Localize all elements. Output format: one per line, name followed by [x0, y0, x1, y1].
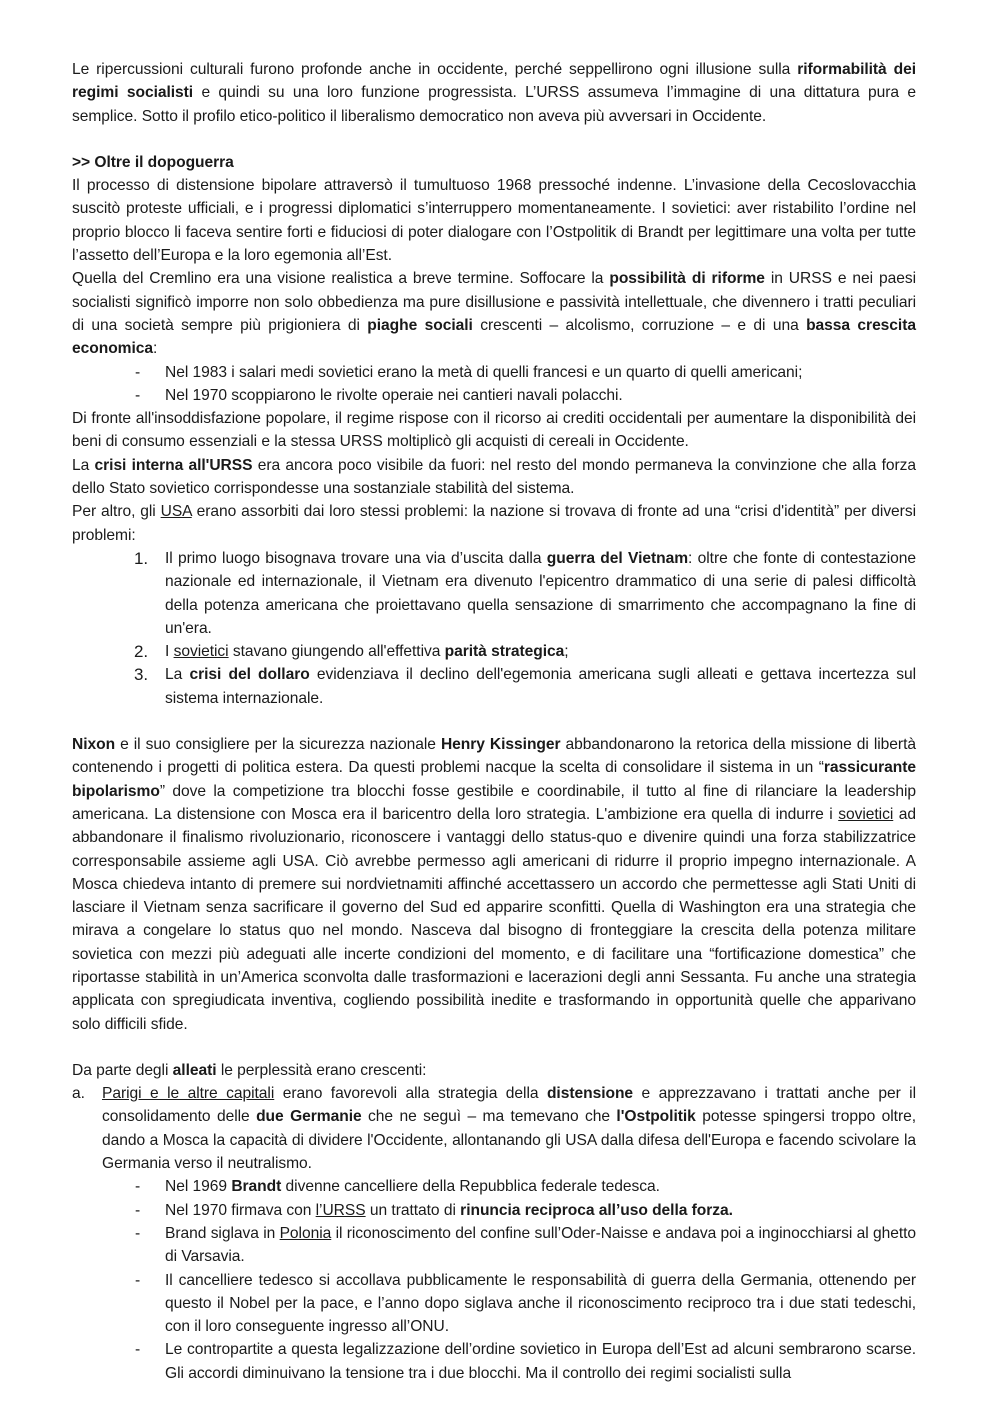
list-item: 3. La crisi del dollaro evidenziava il declino dell'egemonia americana sugli alleati e gettava incertezza sul sistema internazionale.: [134, 665, 917, 707]
list-item: - Nel 1970 scoppiarono le rivolte operaie nei cantieri navali polacchi.: [72, 384, 916, 407]
spacer: [72, 710, 916, 733]
spacer: [72, 128, 916, 151]
paragraph-cremlino: Quella del Cremlino era una visione realistica a breve termine. Soffocare la possibilità di riforme in URSS e nei paesi socialisti significò imporre non solo obbedienza ma pure disillusione e passività intellettuale, che divennero i tratti peculiari di una società sempre più prigioniera di piaghe sociali crescenti – alcolismo, corruzione – e di una bassa crescita economica:: [72, 270, 917, 358]
paragraph-alleati: Da parte degli alleati le perplessità erano crescenti:: [72, 1061, 427, 1079]
paragraph-distensione: Il processo di distensione bipolare attraversò il tumultuoso 1968 pressoché indenne. L’invasione della Cecoslovacchia suscitò proteste ufficiali, e i progressi diplomatici s’interruppero momentaneamente. I sovietici: aver ristabilito l’ordine nel proprio blocco li faceva sentire forti e fiduciosi di poter dialogare con l’Ostpolitik di Brandt per legittimare una volta per tutte l’assetto dell’Europa e la loro egemonia all’Est.: [72, 177, 916, 265]
list-item: - Le contropartite a questa legalizzazione dell’ordine sovietico in Europa dell’Est ad alcuni sembrarono scarse. Gli accordi diminuivano la tensione tra i due blocchi. Ma il controllo dei regimi socialisti sulla: [102, 1338, 916, 1385]
list-item: - Nel 1970 firmava con l’URSS un trattato di rinuncia reciproca all’uso della forza.: [102, 1199, 916, 1222]
paragraph-intro: Le ripercussioni culturali furono profonde anche in occidente, perché seppellirono ogni illusione sulla riformabilità dei regimi socialisti e quindi su una loro funzione progressista. L’URSS assumeva l’immagine di una dittatura pura e semplice. Sotto il profilo etico-politico il liberalismo democratico non aveva più avversari in Occidente.: [72, 61, 916, 125]
alpha-list-alleati: [72, 1082, 916, 1385]
list-item: 2. I sovietici stavano giungendo all'effettiva parità strategica;: [134, 642, 569, 662]
spacer: [72, 1036, 916, 1059]
list-item: - Nel 1983 i salari medi sovietici erano la metà di quelli francesi e un quarto di quelli americani;: [72, 361, 916, 384]
paragraph-insoddisfazione: Di fronte all'insoddisfazione popolare, il regime rispose con il ricorso ai crediti occidentali per aumentare la disponibilità dei beni di consumo essenziali e la stessa URSS moltiplicò gli acquisti di cereali in Occidente.: [72, 410, 916, 451]
list-item: - Brand siglava in Polonia il riconoscimento del confine sull’Oder-Naisse e andava poi a inginocchiarsi al ghetto di Varsavia.: [102, 1222, 916, 1269]
list-item: - Il cancelliere tedesco si accollava pubblicamente le responsabilità di guerra della Germania, ottenendo per questo il Nobel per la pace, e l’anno dopo siglava anche il riconoscimento reciproco tra i due stati tedeschi, con il loro conseguente ingresso all’ONU.: [102, 1269, 916, 1339]
bullet-list-ostpolitik: [102, 1175, 916, 1385]
paragraph-crisi-interna: La crisi interna all'URSS era ancora poco visibile da fuori: nel resto del mondo permaneva la convinzione che alla forza dello Stato sovietico corrispondesse una sostanziale stabilità del sistema.: [72, 456, 916, 498]
section-heading: >> Oltre il dopoguerra: [72, 153, 234, 171]
bullet-list-economy: [72, 361, 916, 408]
paragraph-usa: Per altro, gli USA erano assorbiti dai loro stessi problemi: la nazione si trovava di fronte ad una “crisi d'identità” per diversi problemi:: [72, 503, 916, 544]
list-item: - Nel 1969 Brandt divenne cancelliere della Repubblica federale tedesca.: [102, 1175, 916, 1198]
list-item: 1. Il primo luogo bisognava trovare una via d’uscita dalla guerra del Vietnam: oltre che fonte di contestazione nazionale ed internazionale, il Vietnam era divenuto l'epicentro drammatico di una serie di palesi difficoltà della potenza americana che proiettavano quella sensazione di smarrimento che accompagnano la fine di un'era.: [134, 548, 916, 637]
list-item: a. Parigi e le altre capitali erano favorevoli alla strategia della distensione e apprezzavano i trattati anche per il consolidamento delle due Germanie che ne seguì – ma temevano che l'Ostpolitik potesse spingersi troppo oltre, dando a Mosca la capacità di dividere l'Occidente, allontanando gli USA dalla difesa dell'Europa e facendo scivolare la Germania verso il neutralismo. - Nel 1969 Brandt divenne cancelliere della Repubblica federale tedesca. - Nel 1970 firmava con l’URSS un trattato di rinuncia reciproca all’uso della forza. - Brand siglava in Polonia il riconoscimento del confine sull’Oder-Naisse e andava poi a inginocchiarsi al ghetto di Varsavia. - Il cancelliere tedesco si accollava pubblicamente le responsabilità di guerra della Germania, ottenendo per questo il Nobel per la pace, e l’anno dopo siglava anche il riconoscimento reciproco tra i due stati tedeschi, con il loro conseguente ingresso all’ONU. - Le contropartite a questa legalizzazione dell’ordine sovietico in Europa dell’Est ad alcuni sembrarono scarse. Gli accordi diminuivano la tensione tra i due blocchi. Ma il controllo dei regimi socialisti sulla: [72, 1082, 916, 1385]
paragraph-nixon-kissinger: Nixon e il suo consigliere per la sicurezza nazionale Henry Kissinger abbandonarono la retorica della missione di libertà contenendo i progetti di politica estera. Da questi problemi nacque la scelta di consolidare il sistema in un “rassicurante bipolarismo” dove la competizione tra blocchi fosse gestibile e coordinabile, il tutto al fine di rilanciare la leadership americana. La distensione con Mosca era il baricentro della loro strategia. L'ambizione era quella di indurre i sovietici ad abbandonare il finalismo rivoluzionario, riconoscere i vantaggi dello status-quo e divenire quindi una forza stabilizzatrice corresponsabile assieme agli USA. Ciò avrebbe permesso agli americani di ridurre il proprio impegno internazionale. A Mosca chiedeva intanto di premere sui nordvietnamiti affinché accettassero un accordo che permettesse agli Stati Uniti di lasciare il Vietnam senza sacrificare il governo del Sud ed apparire sconfitti. Quella di Washington era una strategia che mirava a congelare lo status quo nel mondo. Nasceva dal bisogno di fronteggiare la crescita della potenza militare sovietica con mezzi più adeguati alle incerte condizioni del momento, e di facilitare una “fortificazione domestica” che riportasse stabilità in un’America sconvolta dalle trasformazioni e lacerazioni degli anni Sessanta. Fu anche una strategia applicata con spregiudicata inventiva, cogliendo possibilità inedite e trasformando in opportunità quelle che apparivano solo difficili sfide.: [72, 736, 917, 1033]
numbered-list-usa-problems: [72, 547, 916, 710]
